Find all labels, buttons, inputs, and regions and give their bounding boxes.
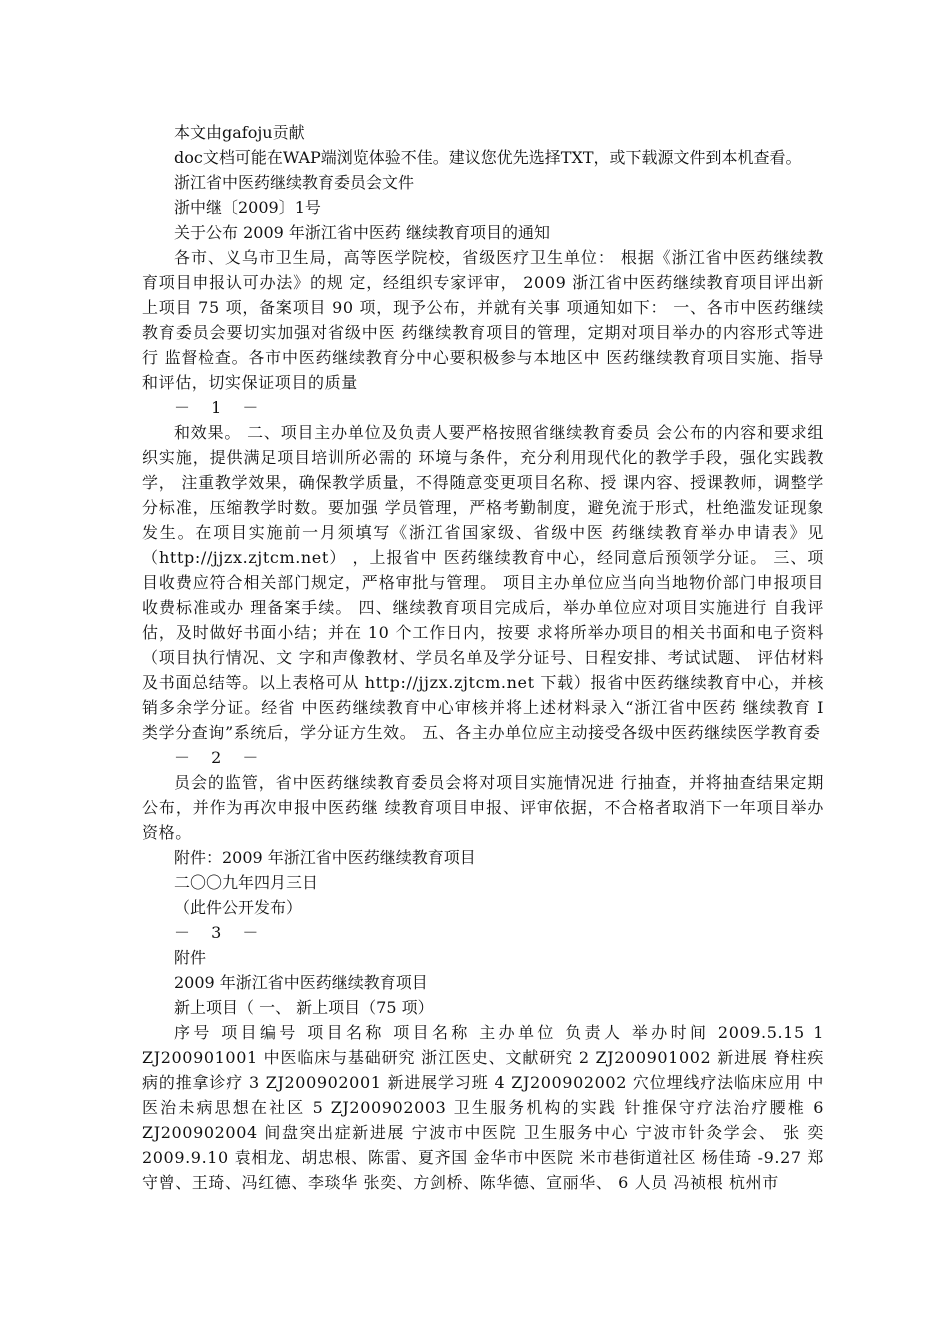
contributor-line: 本文由gafoju贡献 <box>174 123 305 142</box>
attachment-title: 2009 年浙江省中医药继续教育项目 <box>174 973 428 992</box>
body-paragraph-2: 和效果。 二、项目主办单位及负责人要严格按照省继续教育委员 会公布的内容和要求组织实施，提供满足项目培训所必需的 环境与条件，充分利用现代化的教学手段，强化实践教学， 注重教学效果，确保教学质量，不得随意变更项目名称、授 课内容、授课教师，调整学分标准，压缩教学时数。要加强 学员管理，严格考勤制度，避免流于形式，杜绝滥发证现象 发生。在项目实施前一月须填写《浙江省国家级、省级中医 药继续教育举办申请表》见（http://jjzx.zjtcm.net） ，上报省中 医药继续教育中心，经同意后预领学分证。 三、项目收费应符合相关部门规定，严格审批与管理。 项目主办单位应当向当地物价部门申报项目收费标准或办 理备案手续。 四、继续教育项目完成后，举办单位应对项目实施进行 自我评估，及时做好书面小结；并在 10 个工作日内，按要 求将所举办项目的相关书面和电子资料（项目执行情况、文 字和声像教材、学员名单及学分证号、日程安排、考试试题、 评估材料及书面总结等。以上表格可从 http://jjzx.zjtcm.net 下载）报省中医药继续教育中心，并核销多余学分证。经省 中医药继续教育中心审核并将上述材料录入“浙江省中医药 继续教育 I 类学分查询”系统后，学分证方生效。 五、各主办单位应主动接受各级中医药继续医学教育委 <box>142 423 824 742</box>
doc-number: 浙中继〔2009〕1号 <box>174 198 321 217</box>
document-page <box>142 120 824 1195</box>
body-paragraph-3: 员会的监管，省中医药继续教育委员会将对项目实施情况进 行抽查，并将抽查结果定期公布，并作为再次申报中医药继 续教育项目申报、评审依据，不合格者取消下一年项目举办 资格。 <box>142 773 824 842</box>
attachment-section: 新上项目（ 一、 新上项目（75 项） <box>174 998 434 1017</box>
attachment-table-text: 序号 项目编号 项目名称 项目名称 主办单位 负责人 举办时间 2009.5.15 1 ZJ200901001 中医临床与基础研究 浙江医史、文献研究 2 ZJ200901002 新进展 脊柱疾病的推拿诊疗 3 ZJ200902001 新进展学习班 4 ZJ200902002 穴位埋线疗法临床应用 中医治未病思想在社区 5 ZJ200902003 卫生服务机构的实践 针推保守疗法治疗腰椎 6 ZJ200902004 间盘突出症新进展 宁波市中医院 卫生服务中心 宁波市针灸学会、 张 奕 2009.9.10 袁相龙、胡忠根、陈雷、夏齐国 金华市中医院 米市巷街道社区 杨佳琦 -9.27 郑守曾、王琦、冯红德、李琰华 张奕、方剑桥、陈华德、宣丽华、 6 人员 冯祯根 杭州市 <box>142 1023 824 1192</box>
page-number-3: － 3 － <box>174 923 267 942</box>
attachment-note: 附件：2009 年浙江省中医药继续教育项目 <box>174 848 476 867</box>
page-number-1: － 1 － <box>174 398 267 417</box>
wap-notice-line: doc文档可能在WAP端浏览体验不佳。建议您优先选择TXT，或下载源文件到本机查看。 <box>174 148 802 167</box>
publish-note: （此件公开发布） <box>174 898 303 917</box>
notice-title: 关于公布 2009 年浙江省中医药 继续教育项目的通知 <box>174 223 550 242</box>
issue-date: 二〇〇九年四月三日 <box>174 873 319 892</box>
page-number-2: － 2 － <box>174 748 267 767</box>
attachment-label: 附件 <box>174 948 207 967</box>
body-paragraph-1: 各市、义乌市卫生局，高等医学院校，省级医疗卫生单位： 根据《浙江省中医药继续教育项目申报认可办法》的规 定，经组织专家评审， 2009 浙江省中医药继续教育项目评出新上项目 75 项，备案项目 90 项，现予公布，并就有关事 项通知如下： 一、各市中医药继续教育委员会要切实加强对省级中医 药继续教育项目的管理，定期对项目举办的内容形式等进行 监督检查。各市中医药继续教育分中心要积极参与本地区中 医药继续教育项目实施、指导和评估，切实保证项目的质量 <box>142 248 824 392</box>
issuer-line: 浙江省中医药继续教育委员会文件 <box>174 173 415 192</box>
